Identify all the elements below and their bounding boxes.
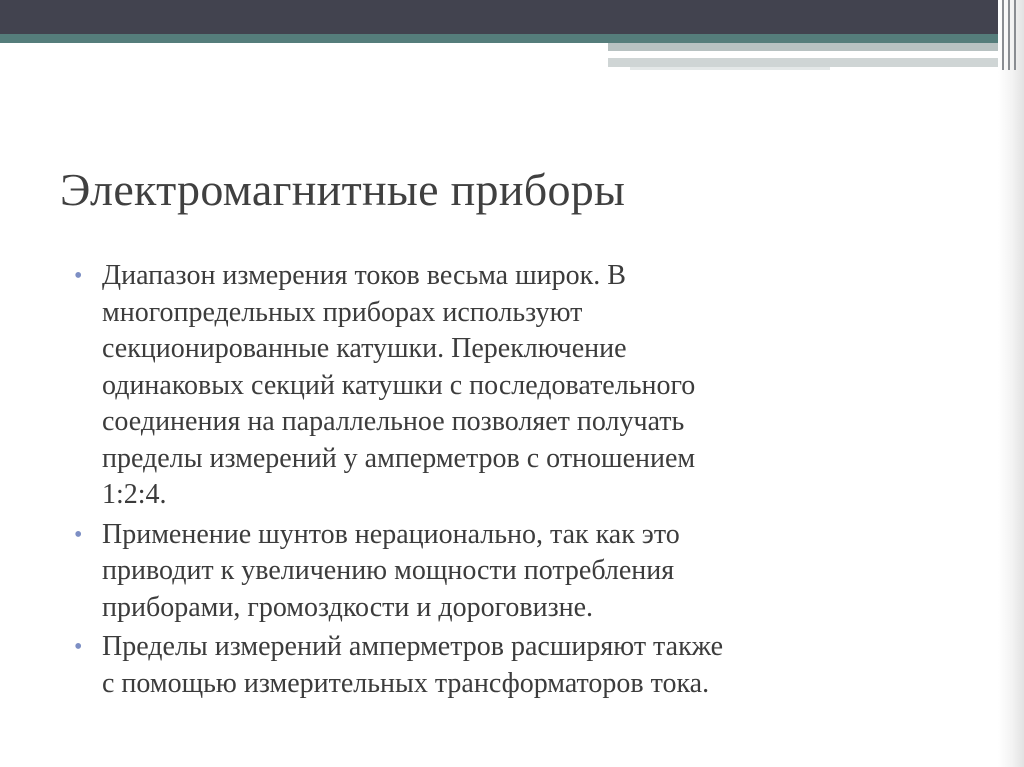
bullet-line: одинаковых секций катушки с последовательного: [102, 369, 696, 401]
bullet-line: соединения на параллельное позволяет получать: [102, 406, 685, 437]
bullet-line: приборами, громоздкости и дороговизне.: [102, 591, 594, 623]
bullet-item: [72, 517, 952, 627]
bullet-line: секционированные катушки. Переключение: [102, 333, 627, 364]
header-band-teal: [0, 34, 1024, 43]
header-band-gray-lower: [608, 58, 1024, 67]
header-band-dark: [0, 0, 1024, 34]
bullet-line: с помощью измерительных трансформаторов тока.: [102, 667, 710, 699]
header-band-gray: [608, 43, 1024, 51]
bullet-marker-icon: •: [74, 634, 83, 660]
slide-title: Электромагнитные приборы: [60, 164, 626, 215]
bullet-line: 1:2:4.: [102, 479, 167, 510]
bullet-line: Диапазон измерения токов весьма широк. В: [102, 260, 626, 291]
bullet-item: [72, 629, 952, 702]
bullet-item: [72, 258, 952, 514]
bullet-line: Пределы измерений амперметров расширяют также: [102, 631, 724, 662]
header-band-thin: [630, 67, 830, 70]
page-edge-shadow: [998, 0, 1024, 767]
bullet-marker-icon: •: [74, 521, 83, 548]
bullet-line: многопредельных приборах используют: [102, 296, 583, 328]
bullet-marker-icon: •: [74, 263, 83, 289]
page-edge-lines: [1002, 0, 1018, 70]
bullet-line: пределы измерений у амперметров с отношением: [102, 442, 696, 474]
bullet-line: приводит к увеличению мощности потребления: [102, 555, 675, 586]
bullet-list: [72, 258, 952, 705]
bullet-line: Применение шунтов нерационально, так как это: [102, 518, 680, 550]
